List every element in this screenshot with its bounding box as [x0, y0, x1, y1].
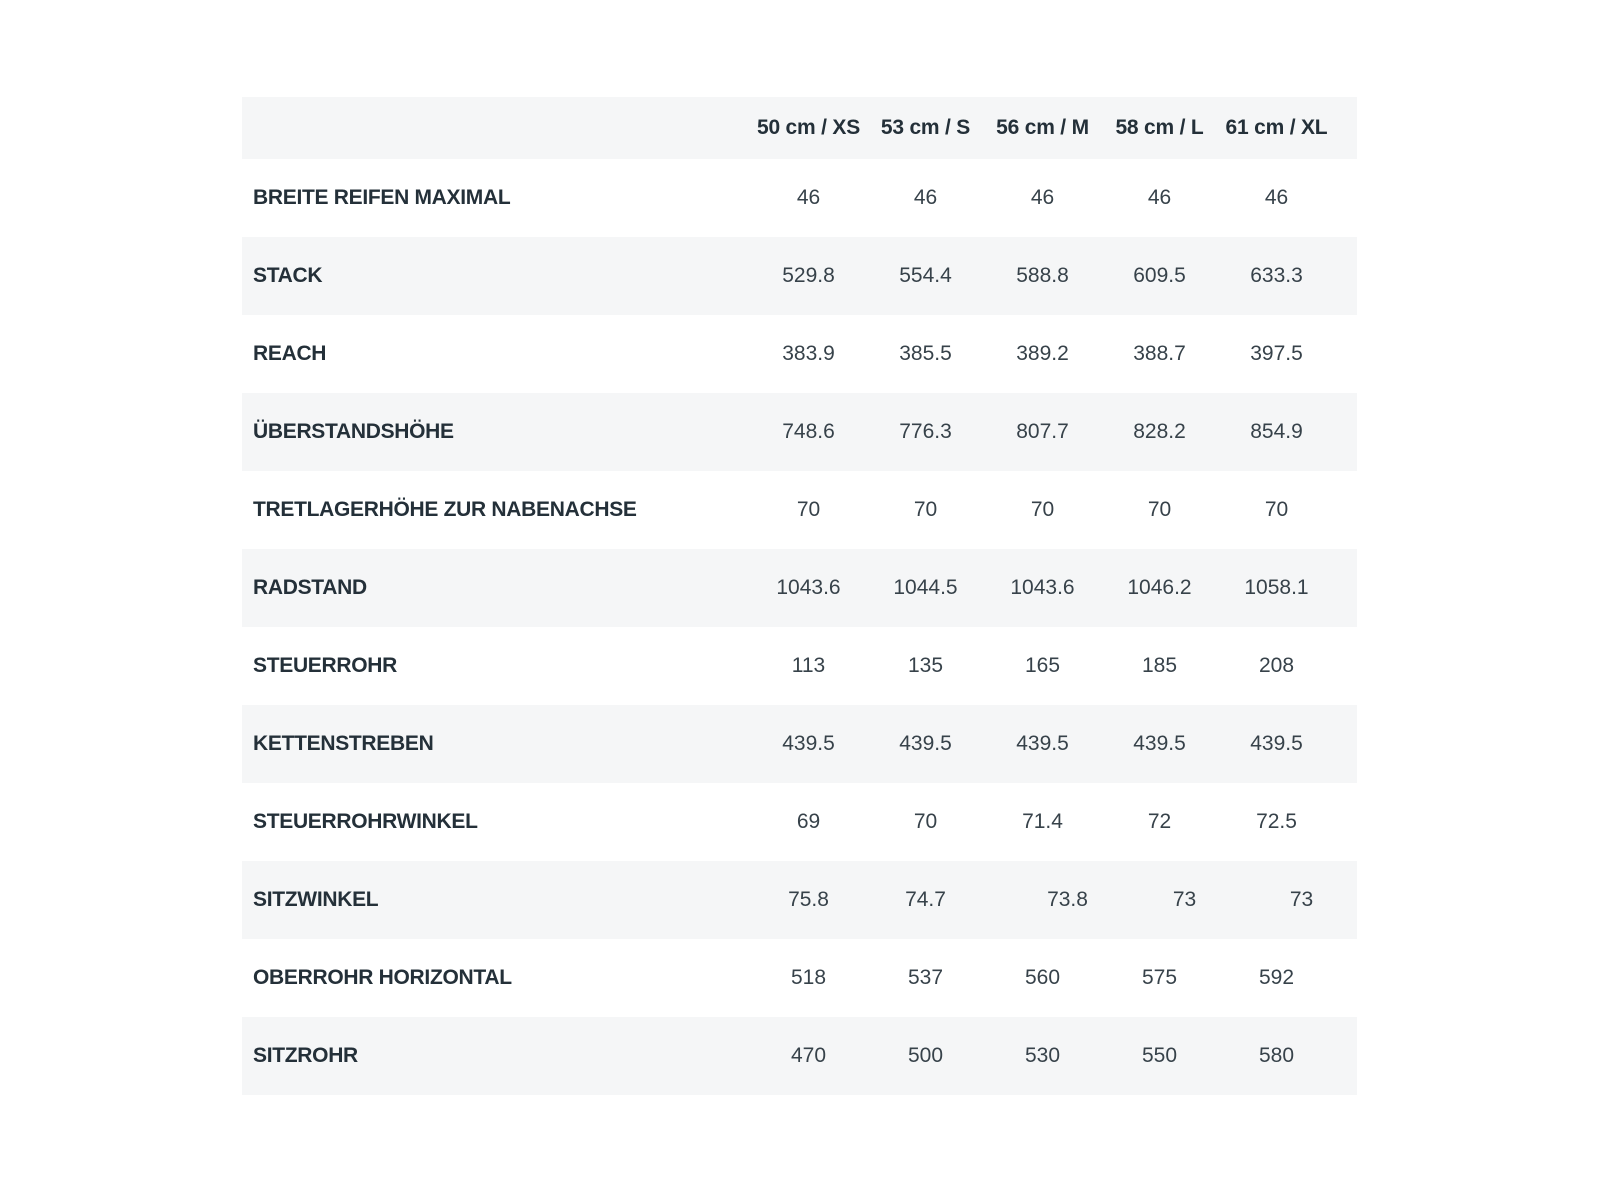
value-cell: 439.5: [1250, 732, 1303, 755]
value-cell: 530: [1024, 1044, 1061, 1067]
value-cell: 439.5: [1133, 732, 1186, 755]
value-cell: 73: [1289, 888, 1314, 911]
value-cell: 592: [1258, 966, 1295, 989]
value-cell: 550: [1141, 1044, 1178, 1067]
value-cell: 1043.6: [776, 576, 841, 599]
value-cell: 560: [1024, 966, 1061, 989]
spacer-cell: [1335, 939, 1357, 1017]
spacer-cell: [1335, 549, 1357, 627]
value-cell: 828.2: [1133, 420, 1186, 443]
table-row: [242, 627, 1357, 705]
value-cell: 70: [796, 498, 821, 521]
value-cell: 500: [907, 1044, 944, 1067]
value-cell: 70: [1264, 498, 1289, 521]
row-label: OBERROHR HORIZONTAL: [253, 966, 512, 989]
row-label: SITZWINKEL: [253, 888, 379, 911]
value-cell: 1043.6: [1010, 576, 1075, 599]
size-column-header: 58 cm / L: [1101, 97, 1218, 159]
value-cell: 69: [796, 810, 821, 833]
value-cell: 73: [1172, 888, 1197, 911]
value-cell: 46: [1264, 186, 1289, 209]
value-cell: 72: [1147, 810, 1172, 833]
row-label: STEUERROHRWINKEL: [253, 810, 478, 833]
row-label: ÜBERSTANDSHÖHE: [253, 420, 454, 443]
spacer-cell: [1335, 1017, 1357, 1095]
value-cell: 439.5: [1016, 732, 1069, 755]
table-row: [242, 939, 1357, 1017]
value-cell: 73.8: [1047, 888, 1088, 911]
value-cell: 185: [1141, 654, 1178, 677]
value-cell: 1058.1: [1244, 576, 1309, 599]
value-cell: 70: [913, 810, 938, 833]
spacer-cell: [1335, 393, 1357, 471]
spacer-cell: [1335, 97, 1357, 159]
value-cell: 46: [796, 186, 821, 209]
value-cell: 113: [791, 654, 826, 677]
value-cell: 554.4: [899, 264, 952, 287]
spacer-cell: [1335, 783, 1357, 861]
size-column-header: 50 cm / XS: [750, 97, 867, 159]
table-row: [242, 393, 1357, 471]
table-row: [242, 159, 1357, 237]
value-cell: 70: [1030, 498, 1055, 521]
value-cell: 388.7: [1133, 342, 1186, 365]
value-cell: 135: [907, 654, 944, 677]
table-row: [242, 705, 1357, 783]
spacer-cell: [1335, 159, 1357, 237]
spacer-cell: [1335, 315, 1357, 393]
value-cell: 70: [1147, 498, 1172, 521]
value-cell: 854.9: [1250, 420, 1303, 443]
row-label: STACK: [253, 264, 323, 287]
table-row: [242, 549, 1357, 627]
spacer-cell: [1335, 471, 1357, 549]
table-row: [242, 237, 1357, 315]
value-cell: 46: [913, 186, 938, 209]
value-cell: 397.5: [1250, 342, 1303, 365]
value-cell: 439.5: [782, 732, 835, 755]
value-cell: 46: [1030, 186, 1055, 209]
table-row: [242, 315, 1357, 393]
table-row: [242, 861, 1357, 939]
row-label: TRETLAGERHÖHE ZUR NABENACHSE: [253, 498, 637, 521]
size-column-header: 53 cm / S: [867, 97, 984, 159]
spacer-cell: [1335, 705, 1357, 783]
value-cell: 389.2: [1016, 342, 1069, 365]
row-label: REACH: [253, 342, 327, 365]
value-cell: 470: [790, 1044, 827, 1067]
value-cell: 575: [1141, 966, 1178, 989]
value-cell: 72.5: [1256, 810, 1297, 833]
value-cell: 588.8: [1016, 264, 1069, 287]
value-cell: 1046.2: [1127, 576, 1192, 599]
size-header-row: [242, 97, 1357, 159]
corner-cell: [242, 97, 750, 159]
spacer-cell: [1335, 627, 1357, 705]
size-column-header: 61 cm / XL: [1218, 97, 1335, 159]
value-cell: 609.5: [1133, 264, 1186, 287]
value-cell: 580: [1258, 1044, 1295, 1067]
value-cell: 71.4: [1022, 810, 1063, 833]
row-label: KETTENSTREBEN: [253, 732, 434, 755]
row-label: SITZROHR: [253, 1044, 358, 1067]
value-cell: 748.6: [782, 420, 835, 443]
value-cell: 633.3: [1250, 264, 1303, 287]
spacer-cell: [1335, 237, 1357, 315]
value-cell: 383.9: [782, 342, 835, 365]
table-header: [242, 97, 1357, 159]
value-cell: 537: [907, 966, 944, 989]
value-cell: 165: [1024, 654, 1061, 677]
table-row: [242, 783, 1357, 861]
value-cell: 529.8: [782, 264, 835, 287]
geometry-rows: [242, 159, 1357, 1095]
value-cell: 385.5: [899, 342, 952, 365]
value-cell: 208: [1258, 654, 1295, 677]
size-column-header: 56 cm / M: [984, 97, 1101, 159]
value-cell: 70: [913, 498, 938, 521]
row-label: BREITE REIFEN MAXIMAL: [253, 186, 511, 209]
value-cell: 1044.5: [893, 576, 958, 599]
row-label: STEUERROHR: [253, 654, 398, 677]
value-cell: 807.7: [1016, 420, 1069, 443]
value-cell: 74.7: [905, 888, 946, 911]
table-row: [242, 1017, 1357, 1095]
row-label: RADSTAND: [253, 576, 367, 599]
bike-geometry-table: [242, 97, 1357, 1095]
table-row: [242, 471, 1357, 549]
value-cell: 776.3: [899, 420, 952, 443]
value-cell: 518: [790, 966, 827, 989]
value-cell: 439.5: [899, 732, 952, 755]
value-cell: 46: [1147, 186, 1172, 209]
value-cell: 75.8: [788, 888, 829, 911]
